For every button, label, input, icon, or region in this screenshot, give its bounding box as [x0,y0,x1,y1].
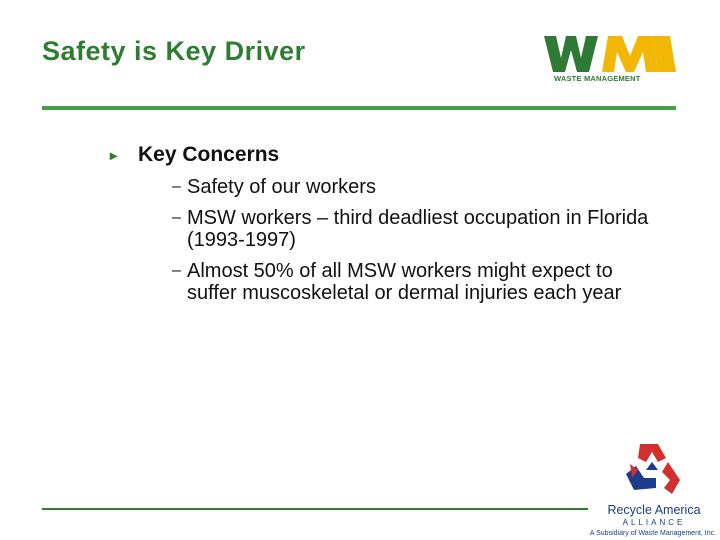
wm-company-name: WASTE MANAGEMENT [554,74,641,83]
recycle-america-alliance: ALLIANCE [622,518,686,527]
sub-bullet-list [172,176,662,313]
sub-bullet-item [172,207,662,251]
sub-bullet-text: Safety of our workers [187,176,376,198]
sub-bullet-text: Almost 50% of all MSW workers might expect to suffer muscoskeletal or dermal injuries each year [187,260,622,304]
sub-bullet-text: MSW workers – third deadliest occupation in Florida (1993-1997) [187,207,649,251]
wm-letters-graphic [544,34,678,74]
recycle-america-subsidiary: A Subsidiary of Waste Management, Inc. [589,530,717,537]
bullet-key-concerns: Key Concerns [138,143,280,166]
dash-marker: – [172,262,181,279]
dash-marker: – [172,209,181,226]
recycle-icon [618,440,688,500]
bullet-icon: ▸ [110,147,118,163]
title-divider [42,106,676,110]
sub-bullet-item [172,260,662,304]
sub-bullet-item [172,176,662,198]
recycle-america-name: Recycle America [607,503,701,517]
dash-marker: – [172,178,181,195]
recycle-america-logo [618,440,688,500]
slide-title: Safety is Key Driver [42,36,306,66]
footer-divider [42,508,588,510]
